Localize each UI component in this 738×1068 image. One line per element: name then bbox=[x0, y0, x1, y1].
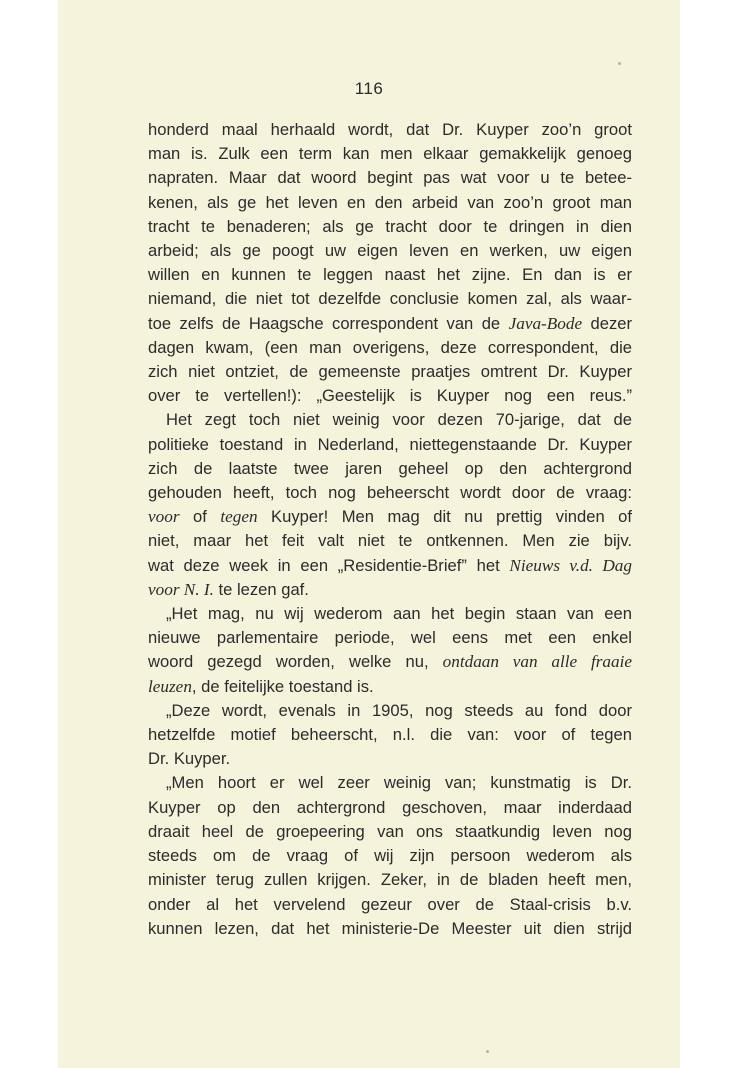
text-line bbox=[148, 820, 632, 844]
text-segment: minister terug zullen krijgen. Zeker, in de bladen heeft men, bbox=[148, 870, 632, 890]
text-line bbox=[148, 142, 632, 166]
text-line bbox=[148, 384, 632, 408]
text-line bbox=[148, 215, 632, 239]
text-segment: arbeid; als ge poogt uw eigen leven en werken, uw eigen bbox=[148, 241, 632, 261]
text-line bbox=[148, 408, 632, 432]
text-segment: wat deze week in een „Residentie-Brief” het bbox=[148, 555, 510, 575]
text-line bbox=[148, 771, 632, 795]
text-line bbox=[148, 554, 632, 578]
text-segment: tracht te benaderen; als ge tracht door te dringen in dien bbox=[148, 216, 632, 236]
text-line bbox=[148, 457, 632, 481]
text-segment: Dr. Kuyper. bbox=[148, 749, 231, 769]
text-segment: gehouden heeft, toch nog beheerscht wordt door de vraag: bbox=[148, 483, 632, 503]
page-number: 116 bbox=[354, 79, 384, 98]
paper-speck bbox=[486, 1050, 489, 1053]
text-line bbox=[148, 336, 632, 360]
text-line bbox=[148, 578, 632, 602]
text-line bbox=[148, 675, 632, 699]
text-line bbox=[148, 166, 632, 190]
italic-text: voor N. I. bbox=[148, 579, 214, 599]
text-segment: hetzelfde motief beheerscht, n.l. die van: voor of tegen bbox=[148, 725, 632, 745]
text-segment: honderd maal herhaald wordt, dat Dr. Kuyper zoo’n groot bbox=[148, 120, 632, 139]
book-page bbox=[58, 0, 680, 1068]
text-segment: te lezen gaf. bbox=[213, 579, 309, 599]
text-line bbox=[148, 747, 632, 771]
text-segment: onder al het vervelend gezeur over de Staal-crisis b.v. bbox=[148, 894, 632, 914]
text-segment: Kuyper op den achtergrond geschoven, maar inderdaad bbox=[148, 797, 632, 817]
text-segment: Kuyper! Men mag dit nu prettig vinden of bbox=[257, 507, 632, 527]
text-line bbox=[148, 191, 632, 215]
text-segment: dezer bbox=[582, 313, 632, 333]
text-segment: napraten. Maar dat woord begint pas wat voor u te betee- bbox=[148, 168, 632, 188]
text-segment: politieke toestand in Nederland, niettegenstaande Dr. Kuyper bbox=[148, 434, 632, 454]
text-segment: kenen, als ge het leven en den arbeid van zoo’n groot man bbox=[148, 192, 632, 212]
body-text bbox=[148, 118, 632, 941]
text-line bbox=[148, 239, 632, 263]
text-segment: zich niet ontziet, de gemeenste praatjes omtrent Dr. Kuyper bbox=[148, 362, 632, 382]
text-segment: nieuwe parlementaire periode, wel eens met een enkel bbox=[148, 628, 632, 648]
italic-text: Nieuws v.d. Dag bbox=[509, 555, 632, 575]
text-line bbox=[148, 263, 632, 287]
text-line bbox=[148, 796, 632, 820]
text-line bbox=[148, 699, 632, 723]
paper-speck bbox=[618, 62, 621, 65]
text-segment: zich de laatste twee jaren geheel op den achtergrond bbox=[148, 458, 632, 478]
text-line bbox=[148, 917, 632, 941]
text-line bbox=[148, 505, 632, 529]
text-segment: kunnen lezen, dat het ministerie-De Meester uit dien strijd bbox=[148, 918, 632, 938]
text-segment: over te vertellen!): „Geestelijk is Kuyper nog een reus.” bbox=[148, 386, 632, 406]
text-segment: willen en kunnen te leggen naast het zijne. En dan is er bbox=[148, 265, 632, 285]
text-segment: man is. Zulk een term kan men elkaar gemakkelijk genoeg bbox=[148, 144, 632, 164]
italic-text: leuzen bbox=[148, 676, 192, 696]
text-segment: niemand, die niet tot dezelfde conclusie komen zal, als waar- bbox=[148, 289, 632, 309]
text-segment: steeds om de vraag of wij zijn persoon wederom als bbox=[148, 846, 632, 866]
scan-margin-right bbox=[680, 0, 738, 1068]
italic-text: ontdaan van alle fraaie bbox=[442, 652, 632, 672]
text-segment: , de feitelijke toestand is. bbox=[191, 676, 374, 696]
text-segment: „Deze wordt, evenals in 1905, nog steeds au fond door bbox=[166, 700, 632, 720]
text-line bbox=[148, 602, 632, 626]
text-segment: niet, maar het feit valt niet te ontkennen. Men zie bijv. bbox=[148, 531, 632, 551]
text-line bbox=[148, 868, 632, 892]
text-line bbox=[148, 650, 632, 674]
text-segment: Het zegt toch niet weinig voor dezen 70-jarige, dat de bbox=[166, 410, 632, 430]
text-segment: of bbox=[179, 507, 221, 527]
text-line bbox=[148, 481, 632, 505]
italic-text: tegen bbox=[220, 507, 258, 527]
text-segment: „Men hoort er wel zeer weinig van; kunstmatig is Dr. bbox=[166, 773, 632, 793]
scan-margin-left bbox=[0, 0, 58, 1068]
text-line bbox=[148, 723, 632, 747]
text-line bbox=[148, 893, 632, 917]
text-line bbox=[148, 844, 632, 868]
text-line bbox=[148, 360, 632, 384]
text-segment: draait heel de groepeering van ons staatkundig leven nog bbox=[148, 821, 632, 841]
italic-text: Java-Bode bbox=[508, 313, 583, 333]
text-line bbox=[148, 287, 632, 311]
text-line bbox=[148, 433, 632, 457]
text-segment: toe zelfs de Haagsche correspondent van de bbox=[148, 313, 509, 333]
text-segment: dagen kwam, (een man overigens, deze correspondent, die bbox=[148, 337, 632, 357]
text-line bbox=[148, 118, 632, 142]
text-line bbox=[148, 626, 632, 650]
text-line bbox=[148, 312, 632, 336]
text-line bbox=[148, 529, 632, 553]
text-segment: „Het mag, nu wij wederom aan het begin staan van een bbox=[166, 604, 632, 624]
text-segment: woord gezegd worden, welke nu, bbox=[148, 652, 443, 672]
italic-text: voor bbox=[148, 507, 180, 527]
